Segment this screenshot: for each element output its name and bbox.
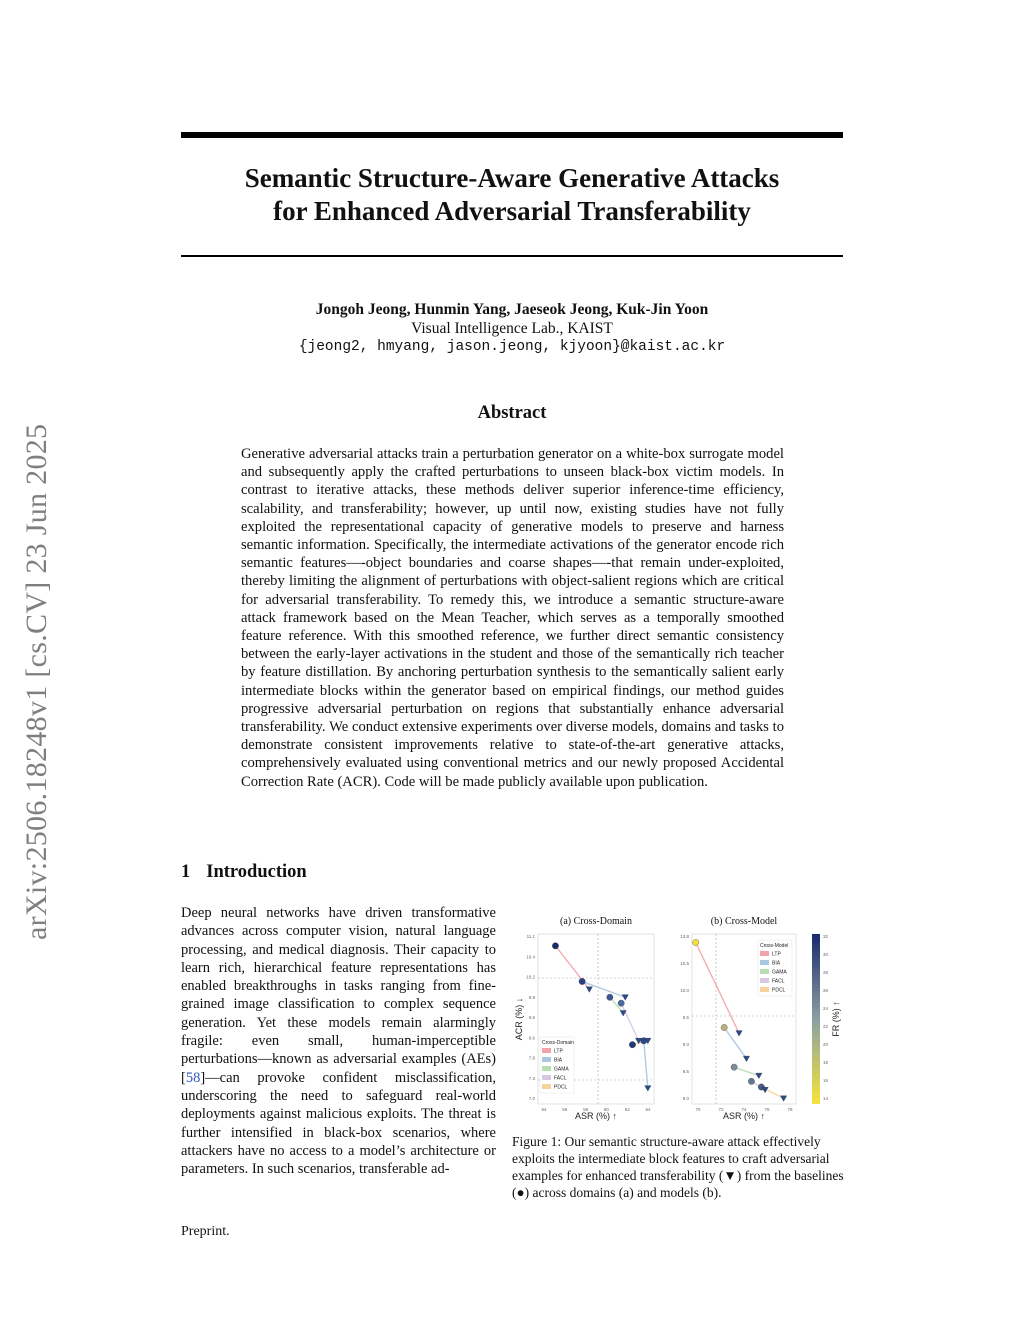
colorbar-tick: 30 [823,952,829,957]
panel-b-ours-point [743,1056,749,1062]
panel-a-ours-point [586,987,592,993]
panel-a-x-tick: 54 [541,1107,547,1112]
panel-b-legend-label: LTP [772,951,781,958]
intro-text-1: Deep neural networks have driven transformative advances across computer vision, natural language processing, and medical diagnosis. Their capacity to learn rich, hierarchical feature representations has enabled breakthroughs in tasks ranging from fine-grained image classification to complex sequence generation. Yet these models remain alarmingly fragile: even small, human-imperceptible perturbations—known as adversarial examples (AEs) [ [181,905,496,1086]
panel-b-legend-swatch [760,978,769,983]
panel-a-baseline-point [552,943,558,949]
figure-1-svg [512,908,844,1126]
introduction-paragraph [181,904,496,1178]
panel-a-baseline-point [629,1041,635,1047]
panel-a-ylabel: ACR (%) ↓ [514,997,524,1041]
colorbar-tick: 28 [823,970,829,975]
panel-b-baseline-point [721,1024,727,1030]
panel-a-y-tick: 7.3 [528,1075,535,1081]
panel-a-legend-swatch [542,1057,551,1062]
affiliation: Visual Intelligence Lab., KAIST [411,320,613,337]
panel-b-baseline-point [748,1078,754,1084]
panel-a-x-tick: 56 [562,1107,568,1112]
panel-a-legend-title: Cross-Domain [542,1040,574,1046]
panel-a-baseline-point [618,1000,624,1006]
panel-a-title: (a) Cross-Domain [560,916,632,927]
intro-text-2: ]—can provoke confident misclassification, underscoring the need to safeguard real-world deployments against malicious exploits. The threat is further intensified in black-box scenarios, where attackers have no access to a model’s architecture or parameters. In such scenarios, transferable ad- [181,1069,496,1178]
panel-a-legend-swatch [542,1075,551,1080]
author-names: Jongoh Jeong, Hunmin Yang, Jaeseok Jeong, Kuk-Jin Yoon [315,301,709,318]
panel-b-x-tick: 78 [787,1107,793,1112]
panel-b-x-tick: 76 [764,1107,770,1112]
panel-b-connector [724,1028,746,1059]
panel-a-legend-swatch [542,1084,551,1089]
panel-b-ours-point [756,1073,762,1079]
title-line-2: for Enhanced Adversarial Transferability [273,196,751,226]
panel-a-x-tick: 64 [645,1107,651,1112]
section-number: 1 [181,862,191,882]
panel-b-legend-label: FACL [772,978,785,985]
panel-a-y-tick: 10.4 [526,954,535,960]
panel-b-baseline-point [731,1064,737,1070]
title-rule-top [181,132,843,138]
author-block [181,300,843,357]
panel-a-baseline-point [607,994,613,1000]
panel-b-legend-label: GAMA [772,969,787,976]
colorbar-tick: 24 [823,1006,829,1011]
colorbar-label: FR (%) ↑ [831,1001,841,1037]
panel-a-legend-label: LTP [554,1048,563,1055]
panel-a-x-tick: 62 [624,1107,630,1112]
title-rule-bottom [181,255,843,257]
panel-a-y-tick: 9.6 [528,1015,535,1020]
figure-1 [512,908,844,1126]
citation-link[interactable]: 58 [185,1069,201,1086]
author-emails: {jeong2, hmyang, jason.jeong, kjyoon}@kaist.ac.kr [298,339,726,355]
panel-b-connector [734,1067,759,1076]
panel-a-xlabel: ASR (%) ↑ [574,1111,618,1121]
figure-caption: Figure 1: Our semantic structure-aware attack effectively exploits the intermediate block features to craft adversarial examples for enhanced transferability (▼) from the baselines (●) across domains (a) and models (b). [512,1134,844,1200]
panel-b-x-tick: 70 [695,1107,701,1112]
panel-b-legend-swatch [760,960,769,965]
panel-a-y-tick: 8.6 [528,1035,535,1041]
panel-b-y-tick: 13.8 [680,934,689,939]
colorbar-tick: 16 [823,1078,829,1083]
panel-b-legend-swatch [760,951,769,956]
panel-b-y-tick: 10.5 [680,961,689,966]
panel-a-y-tick: 10.2 [526,974,535,980]
panel-a-y-tick: 7.8 [528,1055,535,1061]
panel-b-ours-point [736,1031,742,1037]
panel-b-title: (b) Cross-Model [710,916,778,927]
chart-layer [514,916,841,1121]
panel-b-y-tick: 8.5 [682,1069,689,1074]
panel-a-legend-label: PDCL [554,1084,568,1091]
panel-b-legend-swatch [760,969,769,974]
panel-b-y-tick: 9.0 [682,1042,689,1047]
colorbar-tick: 22 [823,1024,829,1029]
panel-a-y-tick: 7.0 [528,1096,535,1101]
colorbar [812,934,820,1104]
panel-b-connector [696,943,739,1034]
panel-a-y-tick: 11.1 [526,934,535,939]
panel-b-x-tick: 74 [741,1107,747,1112]
arxiv-identifier: arXiv:2506.18248v1 [cs.CV] 23 Jun 2025 [20,423,53,940]
panel-b-xlabel: ASR (%) ↑ [722,1111,766,1121]
section-heading [181,862,307,883]
title-line-1: Semantic Structure-Aware Generative Attacks [244,163,780,193]
panel-b-y-tick: 8.0 [682,1096,689,1101]
panel-a-baseline-point [579,978,585,984]
panel-b-legend-swatch [760,987,769,992]
panel-b-legend-label: BIA [772,960,781,967]
colorbar-tick: 20 [823,1042,829,1047]
panel-a-legend-label: BIA [554,1057,563,1064]
abstract-body: Generative adversarial attacks train a perturbation generator on a white-box surrogate model and subsequently apply the crafted perturbations to unseen black-box victim models. In contrast to iterative attacks, these methods deliver superior inference-time efficiency, scalability, and transferability; however, up until now, existing studies have not fully exploited the representational capacity of generative models to preserve and harness semantic information. Specifically, the intermediate activations of the generator encode rich semantic features—-object boundaries and coarse shapes—-that remain under-exploited, thereby limiting the alignment of perturbations with object-salient regions which are critical for adversarial transferability. To remedy this, we introduce a semantic structure-aware attack framework based on the Mean Teacher, which serves as a temporally smoothed feature reference. With this smoothed reference, we further direct semantic consistency between the early-layer activations in the student and those of the semantically rich teacher by feature distillation. By anchoring perturbation synthesis to the semantically salient early intermediate blocks within the generator based on empirical findings, our method guides progressive adversarial perturbation on regions that substantially enhance adversarial transferability. We conduct extensive experiments over diverse models, domains and tasks to demonstrate consistent improvements relative to state-of-the-art generative attacks, comprehensively evaluated using conventional metrics and our newly proposed Accidental Correction Rate (ACR). Code will be made publicly available upon publication. [241,446,784,790]
panel-a-legend-label: GAMA [554,1066,569,1073]
abstract-heading: Abstract [477,403,547,423]
panel-a-ours-point [645,1086,651,1092]
panel-b-y-tick: 10.0 [680,988,689,993]
panel-b-legend-title: Cross-Model [760,943,789,949]
panel-a-ours-point [622,995,628,1001]
panel-b-ours-point [780,1096,786,1102]
colorbar-tick: 32 [823,934,829,939]
panel-b-legend-label: PDCL [772,987,786,994]
panel-b-y-tick: 9.5 [682,1015,689,1020]
paper-title [181,162,843,228]
section-title: Introduction [206,862,307,882]
footer-note: Preprint. [181,1224,230,1239]
panel-a-legend-swatch [542,1066,551,1071]
colorbar-tick: 14 [823,1096,829,1101]
panel-a-x-tick: 58 [583,1107,589,1112]
panel-a-y-tick: 9.8 [528,994,535,1000]
colorbar-tick: 18 [823,1060,829,1065]
colorbar-tick: 26 [823,988,829,993]
panel-a-legend-swatch [542,1048,551,1053]
panel-a-x-tick: 60 [603,1107,609,1112]
panel-b-baseline-point [693,939,699,945]
panel-b-x-tick: 72 [718,1107,724,1112]
panel-a-legend-label: FACL [554,1075,567,1082]
panel-a-connector [621,1003,638,1041]
panel-a-connector [644,1041,648,1088]
